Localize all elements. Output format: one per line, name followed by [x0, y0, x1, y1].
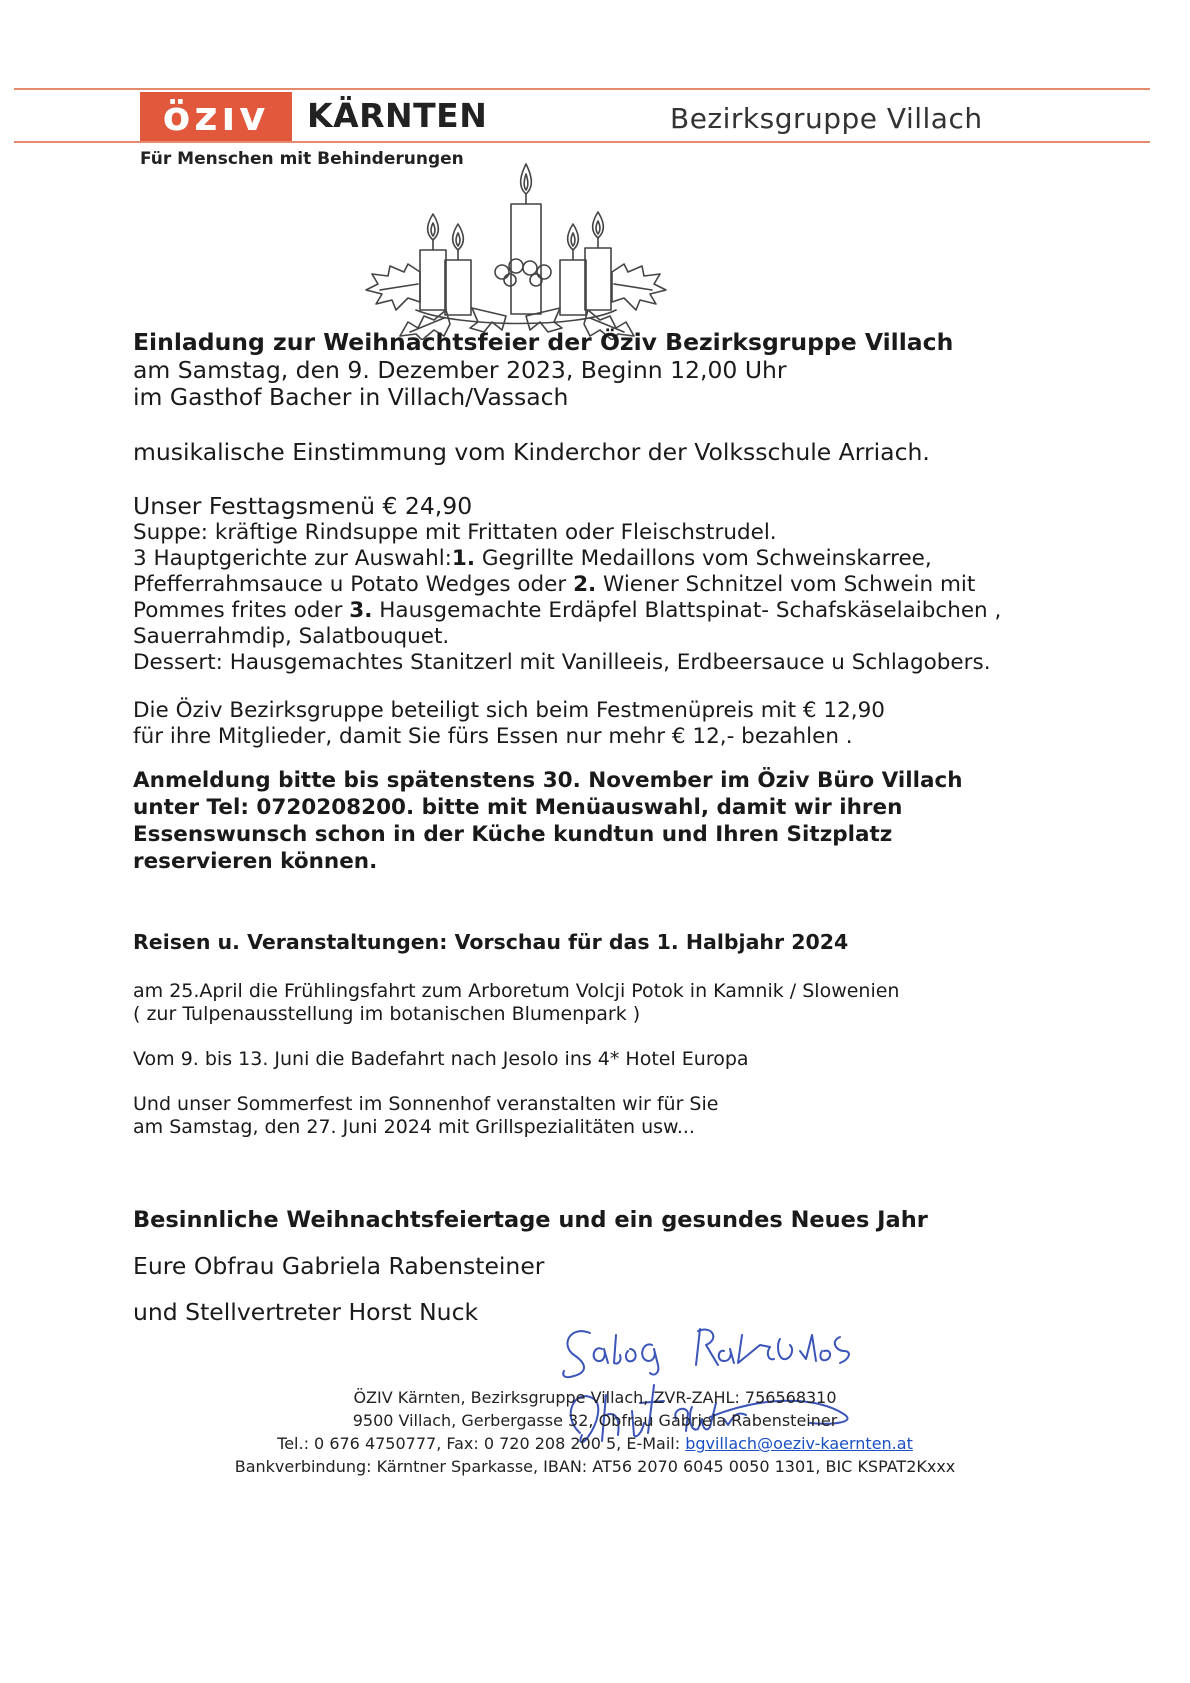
menu-heading: Unser Festtagsmenü € 24,90	[133, 492, 473, 520]
menu-mains-line-3	[133, 598, 1001, 623]
email-link[interactable]: bgvillach@oeziv-kaernten.at	[685, 1434, 913, 1453]
event-venue: im Gasthof Bacher in Villach/Vassach	[133, 383, 569, 411]
preview-summer-fest-2: am Samstag, den 27. Juni 2024 mit Grillspezialitäten usw...	[133, 1116, 695, 1138]
preview-summer-fest-1: Und unser Sommerfest im Sonnenhof veranstalten wir für Sie	[133, 1093, 719, 1115]
subsidy-line-1: Die Öziv Bezirksgruppe beteiligt sich beim Festmenüpreis mit € 12,90	[133, 698, 885, 723]
tagline: Für Menschen mit Behinderungen	[140, 149, 464, 169]
oeziv-logo: özıv	[140, 92, 292, 142]
menu-dessert: Dessert: Hausgemachtes Stanitzerl mit Vanilleeis, Erdbeersauce u Schlagobers.	[133, 650, 991, 675]
preview-trip-1: am 25.April die Frühlingsfahrt zum Arboretum Volcji Potok in Kamnik / Slowenien	[133, 980, 900, 1002]
footer-line-1: ÖZIV Kärnten, Bezirksgruppe Villach, ZVR-ZAHL: 756568310	[353, 1388, 837, 1407]
menu-soup: Suppe: kräftige Rindsuppe mit Frittaten oder Fleischstrudel.	[133, 520, 777, 545]
subsidy-line-2: für ihre Mitglieder, damit Sie fürs Essen nur mehr € 12,- bezahlen .	[133, 724, 853, 749]
region-title: KÄRNTEN	[307, 96, 488, 135]
registration-line-1: Anmeldung bitte bis spätenstens 30. November im Öziv Büro Villach	[133, 768, 963, 793]
preview-trip-1-note: ( zur Tulpenausstellung im botanischen Blumenpark )	[133, 1003, 641, 1025]
music-note: musikalische Einstimmung vom Kinderchor der Volksschule Arriach.	[133, 438, 930, 466]
menu-mains-line-1	[133, 546, 932, 571]
menu-choice-3: 3.	[349, 598, 373, 623]
group-title: Bezirksgruppe Villach	[670, 102, 983, 135]
signatory-2: und Stellvertreter Horst Nuck	[133, 1298, 479, 1326]
menu-choice-1-sides: Pfefferrahmsauce u Potato Wedges oder	[133, 572, 574, 597]
footer-line-4: Bankverbindung: Kärntner Sparkasse, IBAN: AT56 2070 6045 0050 1301, BIC KSPAT2Kxxx	[234, 1457, 956, 1476]
registration-line-2: unter Tel: 0720208200. bitte mit Menüauswahl, damit wir ihren	[133, 795, 903, 820]
menu-choice-2-text: Wiener Schnitzel vom Schwein mit	[596, 572, 976, 597]
menu-choice-3-text: Hausgemachte Erdäpfel Blattspinat- Schafskäselaibchen ,	[372, 598, 1002, 623]
advent-wreath-icon	[360, 160, 680, 340]
registration-line-3: Essenswunsch schon in der Küche kundtun und Ihren Sitzplatz	[133, 822, 893, 847]
menu-mains-line-2	[133, 572, 975, 597]
invitation-title: Einladung zur Weihnachtsfeier der Öziv Bezirksgruppe Villach	[133, 328, 954, 356]
footer-line-3	[0, 1434, 1190, 1453]
menu-choice-1-text: Gegrillte Medaillons vom Schweinskarree,	[475, 546, 932, 571]
preview-heading: Reisen u. Veranstaltungen: Vorschau für das 1. Halbjahr 2024	[133, 930, 849, 954]
header-rule-top	[14, 88, 1150, 90]
signatory-1: Eure Obfrau Gabriela Rabensteiner	[133, 1252, 545, 1280]
header-rule-bottom	[14, 141, 1150, 143]
menu-choice-1: 1.	[451, 546, 476, 571]
menu-choice-2: 2.	[573, 572, 597, 597]
menu-choice-2-sides: Pommes frites oder	[133, 598, 350, 623]
closing-greeting: Besinnliche Weihnachtsfeiertage und ein gesundes Neues Jahr	[133, 1207, 928, 1233]
footer-contact: Tel.: 0 676 4750777, Fax: 0 720 208 200 5, E-Mail:	[277, 1434, 686, 1453]
event-date: am Samstag, den 9. Dezember 2023, Beginn 12,00 Uhr	[133, 356, 787, 384]
menu-mains-intro: 3 Hauptgerichte zur Auswahl:	[133, 546, 452, 571]
menu-mains-line-4: Sauerrahmdip, Salatbouquet.	[133, 624, 450, 649]
preview-trip-2: Vom 9. bis 13. Juni die Badefahrt nach Jesolo ins 4* Hotel Europa	[133, 1048, 749, 1070]
registration-line-4: reservieren können.	[133, 849, 378, 874]
footer-line-2: 9500 Villach, Gerbergasse 32, Obfrau Gabriela Rabensteiner	[352, 1411, 838, 1430]
